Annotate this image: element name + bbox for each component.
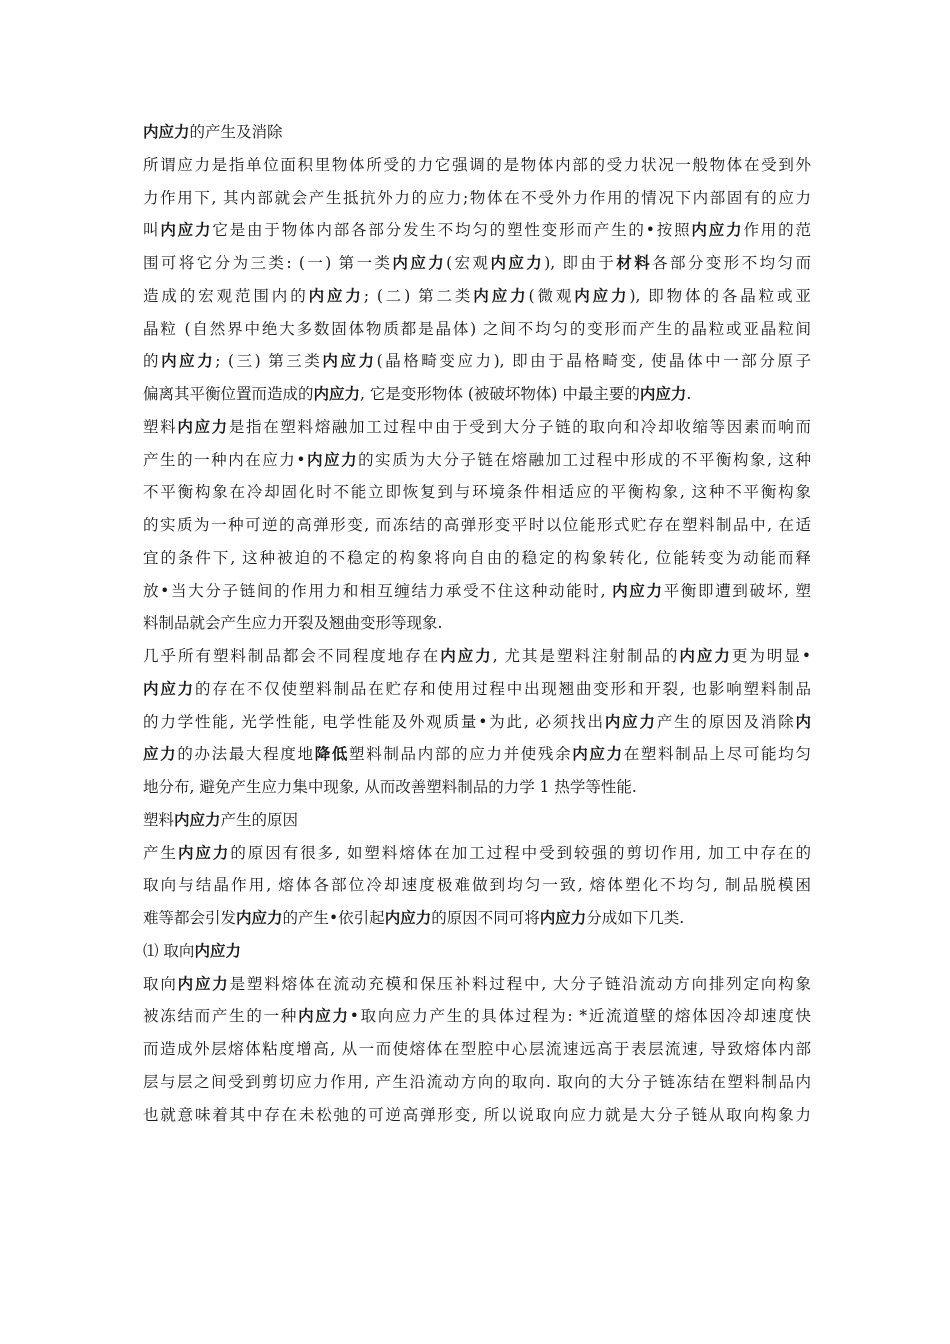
text-line bbox=[143, 810, 811, 830]
text-segment: ; (二) 第二类 bbox=[363, 286, 474, 305]
bold-keyword: 内应力 bbox=[174, 810, 221, 829]
bold-keyword: 内应力 bbox=[572, 745, 624, 764]
text-segment: 塑料制品内部的应力并使残余 bbox=[349, 745, 573, 764]
text-segment: 晶粒 (自然界中绝大多数固体物质都是晶体) 之间不均匀的变形而产生的晶粒或亚晶粒间 bbox=[143, 319, 811, 338]
bold-keyword: 内应力 bbox=[612, 581, 664, 600]
text-line bbox=[143, 188, 811, 208]
bold-keyword: 内应力 bbox=[473, 286, 529, 305]
bold-keyword: 内应力 bbox=[384, 909, 432, 927]
bold-keyword: 内应力 bbox=[160, 221, 213, 240]
text-line bbox=[143, 286, 811, 306]
text-line bbox=[143, 253, 811, 273]
text-segment: (晶格畸变应力), 即由于晶格畸变, 使晶体中一部分原子 bbox=[376, 352, 811, 371]
bold-keyword: 内 bbox=[795, 712, 811, 731]
text-segment: 作用的范 bbox=[743, 221, 811, 240]
text-segment: 它是由于物体内部各部分发生不均匀的塑性变形而产生的•按照 bbox=[212, 221, 692, 240]
bold-keyword: 内应力 bbox=[143, 679, 195, 698]
bold-keyword: 内应力 bbox=[177, 843, 231, 862]
text-segment: 塑料 bbox=[143, 810, 175, 829]
text-line bbox=[143, 646, 811, 666]
bold-keyword: 内应力 bbox=[194, 941, 241, 960]
bold-keyword: 内应力 bbox=[313, 385, 361, 403]
bold-keyword: 内应力 bbox=[691, 221, 744, 240]
text-segment: 放•当大分子链间的作用力和相互缠结力承受不住这种动能时, bbox=[143, 581, 613, 600]
bold-keyword: 内应力 bbox=[440, 647, 493, 665]
bold-keyword: 内应力 bbox=[322, 352, 377, 371]
bold-keyword: 内应力 bbox=[305, 450, 359, 469]
text-segment: 不平衡构象在冷却固化时不能立即恢复到与环境条件相适应的平衡构象, 这种不平衡构象 bbox=[143, 483, 811, 502]
text-line bbox=[143, 613, 811, 633]
text-segment: 平衡即遭到破坏, 塑 bbox=[663, 581, 811, 600]
text-segment: •取向应力产生的具体过程为: *近流道壁的熔体因冷却速度快 bbox=[349, 1007, 811, 1026]
bold-keyword: 应力 bbox=[143, 745, 178, 764]
bold-keyword: 内应力 bbox=[308, 286, 364, 305]
bold-keyword: 内应力 bbox=[574, 286, 630, 305]
text-segment: 几乎所有塑料制品都会不同程度地存在 bbox=[143, 647, 441, 665]
bold-keyword: 降低 bbox=[314, 745, 350, 764]
text-segment: 力作用下, 其内部就会产生抵抗外力的应力;物体在不受外力作用的情况下内部固有的应力 bbox=[143, 188, 811, 207]
text-line bbox=[143, 843, 811, 863]
bold-keyword: 材料 bbox=[616, 254, 653, 272]
bold-keyword: 内应力 bbox=[639, 385, 687, 403]
bold-keyword: 内应力 bbox=[539, 909, 587, 927]
text-segment: , 尤其是塑料注射制品的 bbox=[492, 647, 680, 665]
bold-keyword: 内应力 bbox=[177, 417, 229, 436]
text-segment: 难等都会引发 bbox=[143, 909, 237, 927]
text-segment: 的产生及消除 bbox=[189, 123, 283, 141]
text-segment: 也就意味着其中存在未松弛的可逆高弹形变, 所以说取向应力就是大分子链从取向构象力 bbox=[143, 1105, 811, 1124]
text-line bbox=[143, 319, 811, 339]
text-segment: 围可将它分为三类: (一) 第一类 bbox=[143, 254, 393, 272]
text-line bbox=[143, 679, 811, 699]
text-line bbox=[143, 548, 811, 568]
text-segment: 取向与结晶作用, 熔体各部位冷却速度极难做到均匀一致, 熔体塑化不均匀, 制品脱模困 bbox=[143, 876, 811, 895]
text-segment: 的实质为大分子链在熔融加工过程中形成的不平衡构象, 这种 bbox=[358, 450, 811, 469]
text-segment: (宏观 bbox=[446, 254, 491, 272]
text-line bbox=[143, 712, 811, 732]
bold-keyword: 内应力 bbox=[679, 647, 732, 665]
text-segment: 产生的一种内在应力• bbox=[143, 450, 306, 469]
text-segment: 造成的宏观范围内的 bbox=[143, 286, 309, 305]
text-line bbox=[143, 122, 811, 142]
bold-keyword: 内应力 bbox=[298, 1007, 350, 1026]
text-line bbox=[143, 1006, 811, 1026]
bold-keyword: 内应力 bbox=[392, 254, 447, 272]
text-line bbox=[143, 941, 811, 961]
text-line bbox=[143, 908, 811, 928]
text-line bbox=[143, 744, 811, 764]
text-line bbox=[143, 1039, 811, 1059]
text-segment: ), 即由于 bbox=[544, 254, 617, 272]
text-segment: 所谓应力是指单位面积里物体所受的力它强调的是物体内部的受力状况一般物体在受到外 bbox=[143, 155, 811, 174]
text-segment: 更为明显• bbox=[731, 647, 811, 665]
text-segment: , 它是变形物体 (被破坏物体) 中最主要的 bbox=[360, 385, 640, 403]
text-line bbox=[143, 450, 811, 470]
text-line bbox=[143, 155, 811, 175]
text-segment: 而造成外层熔体粘度增高, 从一而使熔体在型腔中心层流速远高于表层流速, 导致熔体内部 bbox=[143, 1040, 811, 1058]
text-segment: 产生 bbox=[143, 843, 178, 862]
text-segment: 的原因有很多, 如塑料熔体在加工过程中受到较强的剪切作用, 加工中存在的 bbox=[230, 843, 811, 862]
text-segment: 的办法最大程度地 bbox=[177, 745, 315, 764]
text-segment: 地分布, 避免产生应力集中现象, 从而改善塑料制品的力学 1 热学等性能. bbox=[143, 778, 637, 796]
text-segment: 分成如下几类. bbox=[586, 909, 685, 927]
text-segment: 的产生•依引起 bbox=[282, 909, 385, 927]
text-line bbox=[143, 875, 811, 895]
text-segment: ), 即物体的各晶粒或亚 bbox=[629, 286, 811, 305]
text-line bbox=[143, 351, 811, 371]
text-segment: 被冻结而产生的一种 bbox=[143, 1007, 299, 1026]
text-segment: 塑料 bbox=[143, 417, 178, 436]
bold-keyword: 内应力 bbox=[143, 123, 190, 141]
text-segment: (微观 bbox=[528, 286, 575, 305]
text-segment: ; (三) 第三类 bbox=[215, 352, 323, 371]
text-line bbox=[143, 581, 811, 601]
text-line bbox=[143, 482, 811, 502]
text-segment: 产生的原因及消除 bbox=[656, 712, 796, 731]
bold-keyword: 内应力 bbox=[161, 352, 216, 371]
bold-keyword: 内应力 bbox=[604, 712, 657, 731]
text-segment: 宜的条件下, 这种被迫的不稳定的构象将向自由的稳定的构象转化, 位能转变为动能而释 bbox=[143, 548, 811, 567]
bold-keyword: 内应力 bbox=[177, 974, 230, 993]
text-segment: . bbox=[686, 385, 692, 403]
text-line bbox=[143, 384, 811, 404]
bold-keyword: 内应力 bbox=[490, 254, 545, 272]
text-line bbox=[143, 974, 811, 994]
text-segment: 取向 bbox=[143, 974, 178, 993]
text-segment: 的存在不仅使塑料制品在贮存和使用过程中出现翘曲变形和开裂, 也影响塑料制品 bbox=[194, 679, 811, 698]
text-segment: 料制品就会产生应力开裂及翘曲变形等现象. bbox=[143, 614, 443, 633]
text-segment: 产生的原因 bbox=[220, 810, 299, 829]
bold-keyword: 内应力 bbox=[236, 909, 283, 927]
text-segment: 的原因不同可将 bbox=[431, 909, 540, 927]
text-line bbox=[143, 515, 811, 535]
text-line bbox=[143, 1072, 811, 1092]
text-segment: 叫 bbox=[143, 221, 161, 240]
text-segment: 偏离其平衡位置而造成的 bbox=[143, 385, 314, 403]
text-line bbox=[143, 1105, 811, 1125]
text-line bbox=[143, 777, 811, 797]
text-segment: 的实质为一种可逆的高弹形变, 而冻结的高弹形变平时以位能形式贮存在塑料制品中, 在适 bbox=[143, 516, 811, 534]
text-line bbox=[143, 220, 811, 240]
text-segment: 在塑料制品上尽可能均匀 bbox=[623, 745, 811, 764]
text-segment: 的 bbox=[143, 352, 162, 371]
text-segment: ⑴ 取向 bbox=[143, 941, 195, 960]
text-segment: 的力学性能, 光学性能, 电学性能及外观质量•为此, 必须找出 bbox=[143, 712, 605, 731]
text-segment: 各部分变形不均匀而 bbox=[652, 254, 811, 272]
text-segment: 是塑料熔体在流动充模和保压补料过程中, 大分子链沿流动方向排列定向构象 bbox=[229, 974, 811, 993]
text-segment: 层与层之间受到剪切应力作用, 产生沿流动方向的取向. 取向的大分子链冻结在塑料制品内 bbox=[143, 1072, 811, 1091]
text-segment: 是指在塑料熔融加工过程中由于受到大分子链的取向和冷却收缩等因素而响而 bbox=[228, 417, 811, 436]
text-line bbox=[143, 417, 811, 437]
